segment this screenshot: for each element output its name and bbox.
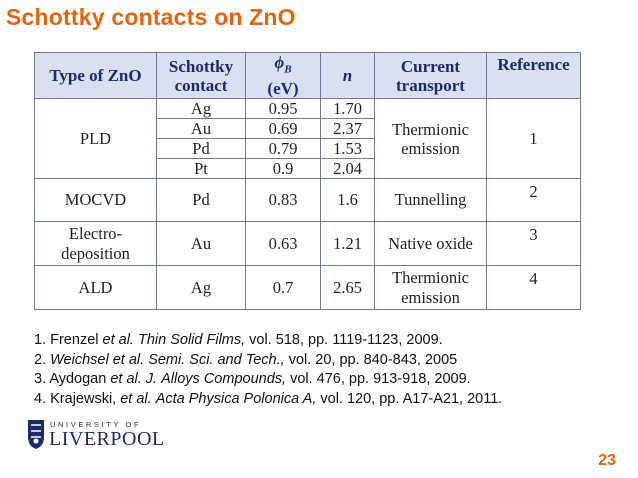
n-cell: 1.6 xyxy=(321,179,375,222)
logo-liverpool: LIVERPOOL xyxy=(49,428,165,450)
reference-cell: 4 xyxy=(487,266,581,310)
header-type: Type of ZnO xyxy=(35,53,157,99)
header-n: n xyxy=(321,53,375,99)
university-logo xyxy=(27,419,167,455)
reference-cell: 2 xyxy=(487,179,581,222)
contact-cell: Ag xyxy=(157,266,246,310)
reference-list xyxy=(34,331,634,409)
header-transport: Current transport xyxy=(375,53,487,99)
reference-item: 3. Aydogan et al. J. Alloys Compounds, vol. 476, pp. 913-918, 2009. xyxy=(34,371,471,387)
crest-icon xyxy=(27,419,45,450)
logo-university-of: UNIVERSITY OF xyxy=(50,420,142,429)
n-cell: 1.53 xyxy=(321,139,375,159)
contact-cell: Pt xyxy=(157,159,246,179)
phi-cell: 0.69 xyxy=(246,119,321,139)
n-cell: 1.21 xyxy=(321,222,375,266)
phi-cell: 0.9 xyxy=(246,159,321,179)
phi-cell: 0.7 xyxy=(246,266,321,310)
header-reference: Reference xyxy=(487,53,581,99)
phi-cell: 0.83 xyxy=(246,179,321,222)
type-cell: ALD xyxy=(35,266,157,310)
n-cell: 2.65 xyxy=(321,266,375,310)
slide-title: Schottky contacts on ZnO xyxy=(6,4,296,30)
contact-cell: Pd xyxy=(157,179,246,222)
phi-cell: 0.95 xyxy=(246,99,321,119)
transport-cell: Tunnelling xyxy=(375,179,487,222)
transport-cell: Native oxide xyxy=(375,222,487,266)
reference-item: 4. Krajewski, et al. Acta Physica Polonica A, vol. 120, pp. A17-A21, 2011. xyxy=(34,390,503,407)
n-cell: 1.70 xyxy=(321,99,375,119)
table-row xyxy=(35,222,581,266)
reference-cell-pld: 1 xyxy=(487,99,581,179)
transport-cell: Thermionic emission xyxy=(375,266,487,310)
phi-cell: 0.79 xyxy=(246,139,321,159)
reference-cell: 3 xyxy=(487,222,581,266)
type-cell: MOCVD xyxy=(35,179,157,222)
transport-cell-pld: Thermionic emission xyxy=(375,99,487,179)
page-number: 23 xyxy=(598,452,616,469)
contact-cell: Au xyxy=(157,222,246,266)
reference-item: 2. Weichsel et al. Semi. Sci. and Tech., vol. 20, pp. 840-843, 2005 xyxy=(34,351,458,368)
header-phi: $\phi_B$ (eV) xyxy=(246,53,321,99)
type-cell-pld: PLD xyxy=(35,99,157,179)
schottky-table xyxy=(34,52,581,310)
header-contact: Schottky contact xyxy=(157,53,246,99)
phi-symbol: ϕ xyxy=(274,53,285,72)
table-row xyxy=(35,99,581,119)
reference-item: 1. Frenzel et al. Thin Solid Films, vol. 518, pp. 1119-1123, 2009. xyxy=(34,332,443,348)
contact-cell: Ag xyxy=(157,99,246,119)
table-row xyxy=(35,266,581,310)
table-header-row xyxy=(35,53,581,99)
table-row xyxy=(35,179,581,222)
n-cell: 2.04 xyxy=(321,159,375,179)
contact-cell: Au xyxy=(157,119,246,139)
phi-cell: 0.63 xyxy=(246,222,321,266)
type-cell: Electro- deposition xyxy=(35,222,157,266)
n-cell: 2.37 xyxy=(321,119,375,139)
contact-cell: Pd xyxy=(157,139,246,159)
